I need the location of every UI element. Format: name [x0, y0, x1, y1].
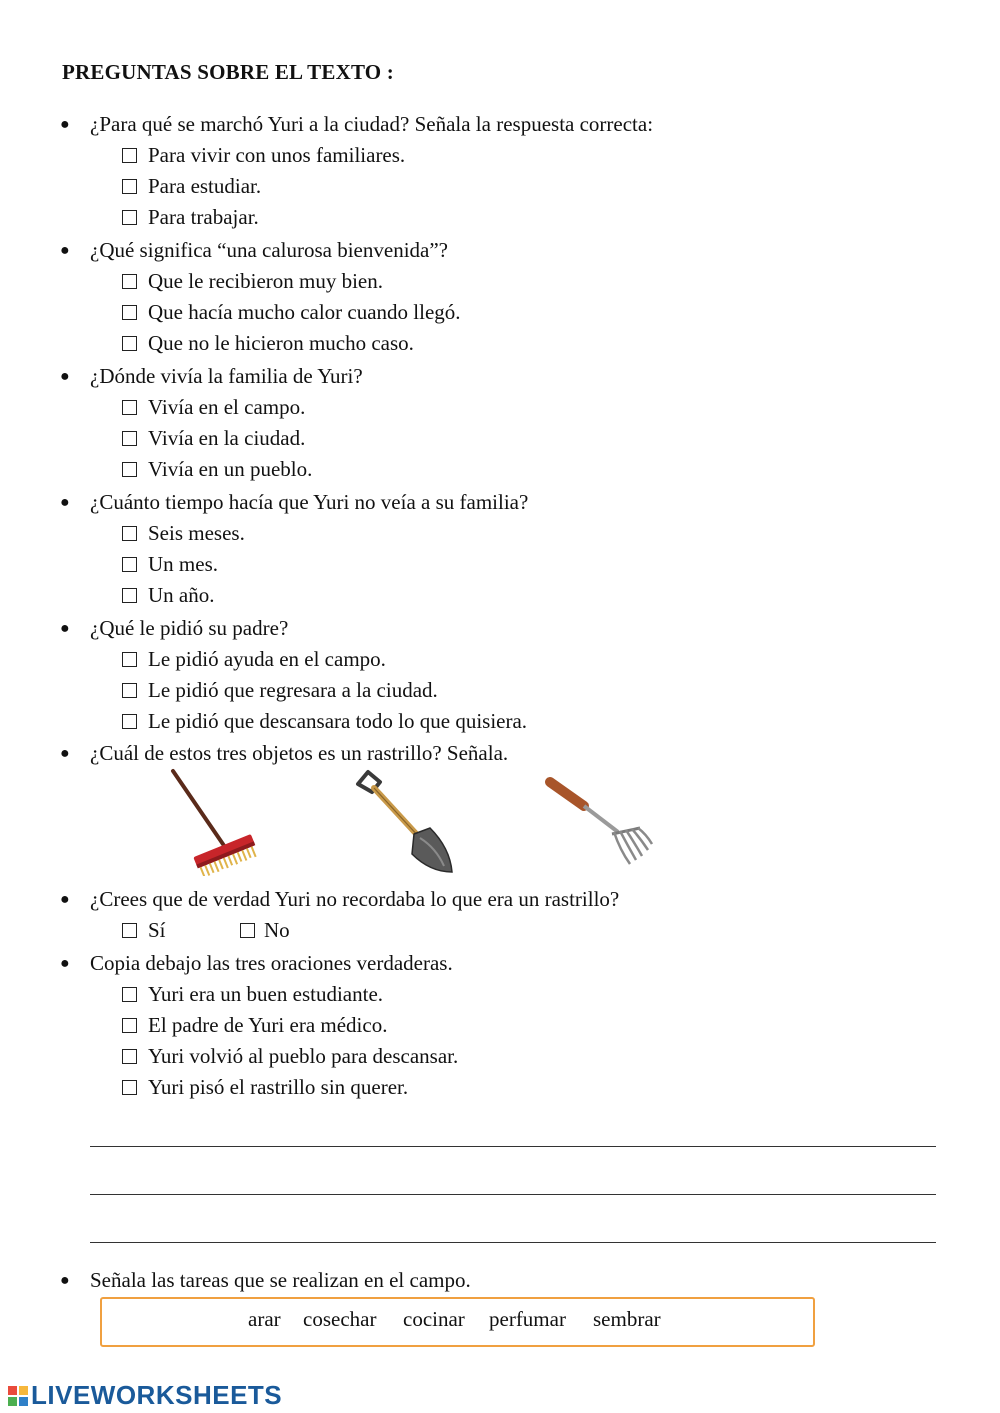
checkbox-icon[interactable]	[240, 923, 255, 938]
question-text: ¿Dónde vivía la familia de Yuri?	[90, 364, 363, 388]
checkbox-icon[interactable]	[122, 336, 137, 351]
word-option[interactable]: sembrar	[593, 1307, 661, 1331]
answer-line-2[interactable]	[90, 1194, 936, 1195]
checkbox-icon[interactable]	[122, 274, 137, 289]
question-2	[60, 238, 448, 263]
bullet-icon: ●	[60, 1272, 70, 1289]
question-6	[60, 741, 508, 766]
checkbox-icon[interactable]	[122, 557, 137, 572]
bullet-icon: ●	[60, 116, 70, 133]
question-text: Copia debajo las tres oraciones verdaderas.	[90, 951, 453, 975]
answer-line-1[interactable]	[90, 1146, 936, 1147]
checkbox-icon[interactable]	[122, 652, 137, 667]
bullet-icon: ●	[60, 620, 70, 637]
bullet-icon: ●	[60, 955, 70, 972]
question-3	[60, 364, 363, 389]
option-4-1[interactable]: Seis meses.	[122, 521, 245, 545]
checkbox-icon[interactable]	[122, 526, 137, 541]
checkbox-icon[interactable]	[122, 714, 137, 729]
option-1-2[interactable]: Para estudiar.	[122, 174, 261, 198]
option-4-2[interactable]: Un mes.	[122, 552, 218, 576]
option-3-2[interactable]: Vivía en la ciudad.	[122, 426, 305, 450]
option-7-no[interactable]: No	[240, 918, 290, 942]
checkbox-icon[interactable]	[122, 923, 137, 938]
option-5-1[interactable]: Le pidió ayuda en el campo.	[122, 647, 386, 671]
question-text: ¿Cuánto tiempo hacía que Yuri no veía a su familia?	[90, 490, 529, 514]
rake-image[interactable]	[540, 772, 660, 872]
option-8-4[interactable]: Yuri pisó el rastrillo sin querer.	[122, 1075, 408, 1099]
option-4-3[interactable]: Un año.	[122, 583, 215, 607]
question-text: ¿Crees que de verdad Yuri no recordaba lo que era un rastrillo?	[90, 887, 620, 911]
checkbox-icon[interactable]	[122, 683, 137, 698]
question-1	[60, 112, 653, 137]
question-text: Señala las tareas que se realizan en el campo.	[90, 1268, 471, 1292]
word-option[interactable]: cocinar	[403, 1307, 465, 1331]
option-2-3[interactable]: Que no le hicieron mucho caso.	[122, 331, 414, 355]
question-8	[60, 951, 453, 976]
checkbox-icon[interactable]	[122, 462, 137, 477]
option-2-1[interactable]: Que le recibieron muy bien.	[122, 269, 383, 293]
answer-line-3[interactable]	[90, 1242, 936, 1243]
bullet-icon: ●	[60, 891, 70, 908]
word-option[interactable]: perfumar	[489, 1307, 566, 1331]
checkbox-icon[interactable]	[122, 210, 137, 225]
option-5-3[interactable]: Le pidió que descansara todo lo que quisiera.	[122, 709, 527, 733]
checkbox-icon[interactable]	[122, 987, 137, 1002]
checkbox-icon[interactable]	[122, 305, 137, 320]
word-option[interactable]: arar	[248, 1307, 281, 1331]
checkbox-icon[interactable]	[122, 1080, 137, 1095]
page-title: PREGUNTAS SOBRE EL TEXTO :	[62, 60, 394, 84]
logo-blocks-icon	[8, 1386, 28, 1406]
question-9	[60, 1268, 471, 1293]
checkbox-icon[interactable]	[122, 588, 137, 603]
question-text: ¿Para qué se marchó Yuri a la ciudad? Señala la respuesta correcta:	[90, 112, 654, 136]
liveworksheets-logo: LIVEWORKSHEETS	[8, 1380, 282, 1411]
broom-image[interactable]	[165, 768, 260, 876]
checkbox-icon[interactable]	[122, 431, 137, 446]
option-5-2[interactable]: Le pidió que regresara a la ciudad.	[122, 678, 438, 702]
question-text: ¿Qué le pidió su padre?	[90, 616, 289, 640]
checkbox-icon[interactable]	[122, 1049, 137, 1064]
checkbox-icon[interactable]	[122, 148, 137, 163]
shovel-image[interactable]	[350, 768, 460, 878]
option-3-3[interactable]: Vivía en un pueblo.	[122, 457, 312, 481]
checkbox-icon[interactable]	[122, 400, 137, 415]
bullet-icon: ●	[60, 494, 70, 511]
question-7	[60, 887, 619, 912]
bullet-icon: ●	[60, 368, 70, 385]
option-8-2[interactable]: El padre de Yuri era médico.	[122, 1013, 387, 1037]
option-3-1[interactable]: Vivía en el campo.	[122, 395, 305, 419]
checkbox-icon[interactable]	[122, 1018, 137, 1033]
word-option[interactable]: cosechar	[303, 1307, 377, 1331]
question-text: ¿Qué significa “una calurosa bienvenida”?	[90, 238, 448, 262]
question-5	[60, 616, 288, 641]
question-4	[60, 490, 528, 515]
checkbox-icon[interactable]	[122, 179, 137, 194]
option-1-3[interactable]: Para trabajar.	[122, 205, 259, 229]
question-text: ¿Cuál de estos tres objetos es un rastrillo? Señala.	[90, 741, 509, 765]
option-7-yes[interactable]: Sí	[122, 918, 166, 942]
bullet-icon: ●	[60, 745, 70, 762]
option-1-1[interactable]: Para vivir con unos familiares.	[122, 143, 405, 167]
option-8-3[interactable]: Yuri volvió al pueblo para descansar.	[122, 1044, 458, 1068]
option-8-1[interactable]: Yuri era un buen estudiante.	[122, 982, 383, 1006]
option-2-2[interactable]: Que hacía mucho calor cuando llegó.	[122, 300, 461, 324]
bullet-icon: ●	[60, 242, 70, 259]
